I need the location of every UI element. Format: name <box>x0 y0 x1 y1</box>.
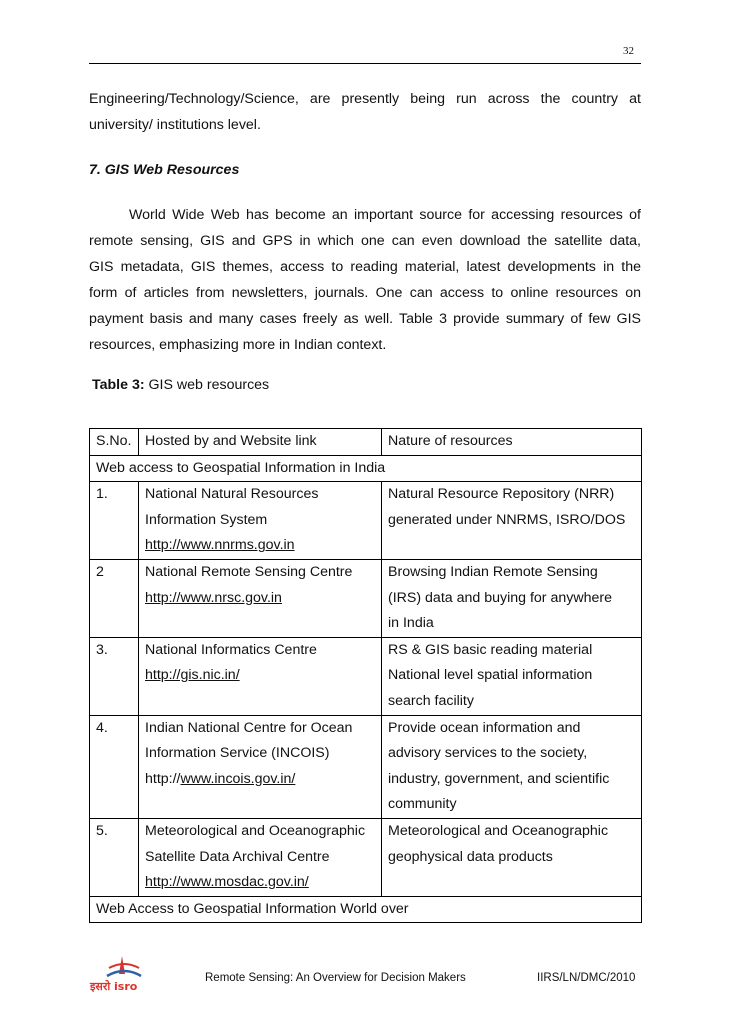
host-line: Indian National Centre for Ocean <box>145 719 353 736</box>
website-link[interactable]: http://www.mosdac.gov.in/ <box>145 874 309 891</box>
table-section-row <box>90 896 642 923</box>
paragraph-intro <box>89 202 641 358</box>
nature-line: National level spatial information <box>388 667 593 684</box>
table-caption <box>92 377 269 393</box>
paragraph-line: payment basis and many cases freely as well. Table 3 provide summary of few GIS <box>89 311 641 327</box>
row-host <box>139 715 382 818</box>
paragraph-continuation <box>89 86 641 138</box>
table-caption-label: Table 3: <box>92 377 145 393</box>
gis-resources-table <box>89 428 642 923</box>
row-host <box>139 818 382 896</box>
link-prefix: http:// <box>145 770 181 787</box>
table-section-row <box>90 455 642 482</box>
website-link[interactable]: www.incois.gov.in/ <box>180 770 296 787</box>
footer-code: IIRS/LN/DMC/2010 <box>537 972 636 984</box>
nature-line: RS & GIS basic reading material <box>388 641 593 658</box>
host-line: National Natural Resources <box>145 486 319 503</box>
page-number: 32 <box>623 45 634 57</box>
paragraph-line: university/ institutions level. <box>89 117 261 133</box>
website-link[interactable]: http://www.nrsc.gov.in <box>145 589 282 606</box>
paragraph-line: Engineering/Technology/Science, are presently being run across the country at <box>89 91 641 107</box>
section-india: Web access to Geospatial Information in India <box>90 455 642 482</box>
paragraph-line: GIS metadata, GIS themes, access to reading material, latest developments in the <box>89 259 641 275</box>
table-row <box>90 482 642 560</box>
nature-line: Meteorological and Oceanographic <box>388 822 609 839</box>
logo-text: इसरो isro <box>90 980 138 993</box>
nature-line: generated under NNRMS, ISRO/DOS <box>388 511 626 528</box>
header-rule <box>89 63 641 64</box>
paragraph-line: remote sensing, GIS and GPS in which one can even download the satellite data, <box>89 233 641 249</box>
table-row <box>90 715 642 818</box>
table-caption-text: GIS web resources <box>144 377 270 393</box>
host-line: Satellite Data Archival Centre <box>145 848 330 865</box>
nature-line: search facility <box>388 692 474 709</box>
website-link[interactable]: http://gis.nic.in/ <box>145 667 240 684</box>
table-row <box>90 637 642 715</box>
row-nature <box>382 715 642 818</box>
table-row <box>90 818 642 896</box>
nature-line: geophysical data products <box>388 848 553 865</box>
row-nature <box>382 637 642 715</box>
row-sno: 4. <box>90 715 139 818</box>
row-sno: 3. <box>90 637 139 715</box>
row-host <box>139 482 382 560</box>
paragraph-line: World Wide Web has become an important source for accessing resources of <box>129 207 641 223</box>
row-nature <box>382 559 642 637</box>
row-host <box>139 637 382 715</box>
paragraph-line: form of articles from newsletters, journals. One can access to online resources on <box>89 285 641 301</box>
host-line: National Informatics Centre <box>145 641 317 658</box>
row-nature <box>382 818 642 896</box>
row-nature <box>382 482 642 560</box>
row-host <box>139 559 382 637</box>
row-sno: 5. <box>90 818 139 896</box>
table-header-row <box>90 429 642 456</box>
host-line: National Remote Sensing Centre <box>145 563 353 580</box>
row-sno: 1. <box>90 482 139 560</box>
nature-line: (IRS) data and buying for anywhere <box>388 589 612 606</box>
website-link[interactable]: http://www.nnrms.gov.in <box>145 537 295 554</box>
header-sno: S.No. <box>90 429 139 456</box>
host-line: Meteorological and Oceanographic <box>145 822 366 839</box>
section-heading: 7. GIS Web Resources <box>89 162 240 178</box>
logo-arc-shape <box>109 964 139 968</box>
host-line: Information Service (INCOIS) <box>145 745 330 762</box>
nature-line: Browsing Indian Remote Sensing <box>388 563 598 580</box>
section-world: Web Access to Geospatial Information World over <box>90 896 642 923</box>
header-nature: Nature of resources <box>382 429 642 456</box>
host-line: Information System <box>145 511 268 528</box>
nature-line: Natural Resource Repository (NRR) <box>388 486 615 503</box>
header-host: Hosted by and Website link <box>139 429 382 456</box>
table-row <box>90 559 642 637</box>
nature-line: industry, government, and scientific <box>388 770 610 787</box>
paragraph-line: resources, emphasizing more in Indian context. <box>89 337 387 353</box>
nature-line: in India <box>388 615 434 632</box>
nature-line: community <box>388 796 457 813</box>
row-sno: 2 <box>90 559 139 637</box>
nature-line: advisory services to the society, <box>388 745 588 762</box>
footer-title: Remote Sensing: An Overview for Decision Makers <box>205 972 466 984</box>
isro-logo <box>89 954 159 994</box>
nature-line: Provide ocean information and <box>388 719 581 736</box>
